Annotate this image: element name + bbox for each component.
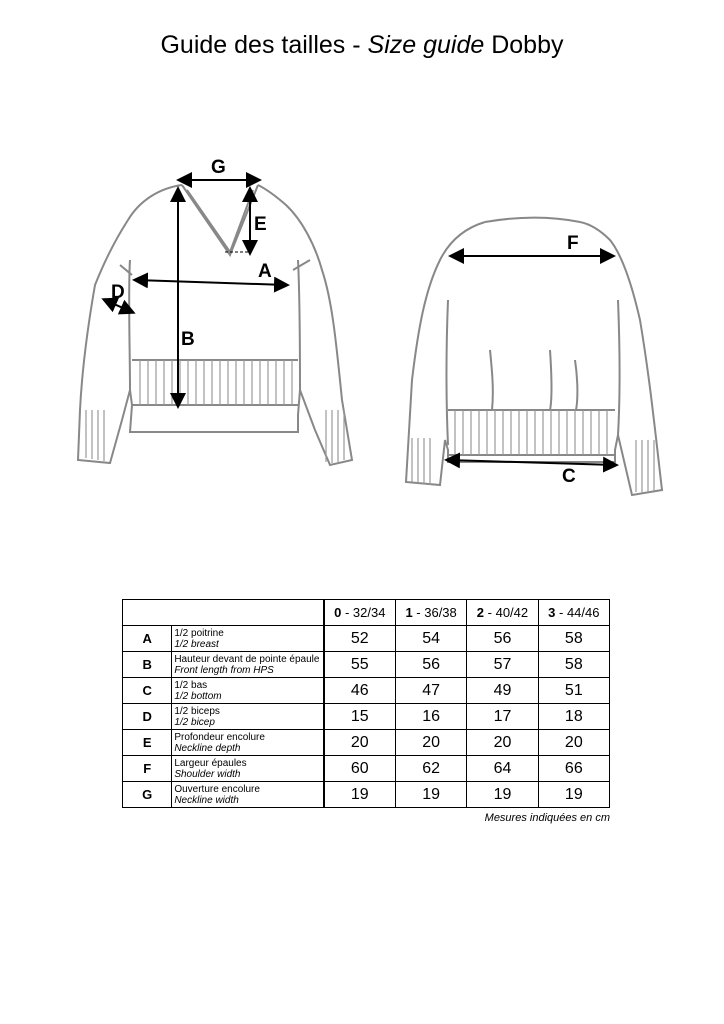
table-row (123, 782, 610, 808)
size-value: 66 (538, 756, 609, 782)
table-row (123, 730, 610, 756)
size-value: 58 (538, 652, 609, 678)
measure-key: F (123, 756, 172, 782)
size-value: 19 (324, 782, 396, 808)
front-sweater-sketch (70, 157, 370, 480)
measure-key: A (123, 626, 172, 652)
size-header: 2 - 40/42 (467, 600, 538, 626)
size-value: 49 (467, 678, 538, 704)
front-label-b: B (181, 329, 195, 350)
back-sweater-sketch (400, 210, 670, 500)
size-table (122, 599, 610, 808)
size-header: 3 - 44/46 (538, 600, 609, 626)
measure-key: C (123, 678, 172, 704)
size-header-row (123, 600, 610, 626)
size-value: 19 (395, 782, 466, 808)
title-italic: Size guide (367, 31, 485, 59)
measure-key: D (123, 704, 172, 730)
measure-desc: Hauteur devant de pointe épaule Front length from HPS (172, 652, 324, 678)
table-row (123, 704, 610, 730)
size-value: 57 (467, 652, 538, 678)
back-label-f: F (567, 233, 579, 254)
measure-desc: Profondeur encolure Neckline depth (172, 730, 324, 756)
size-value: 15 (324, 704, 396, 730)
measurement-note: Mesures indiquées en cm (484, 812, 610, 824)
size-value: 55 (324, 652, 396, 678)
table-row (123, 652, 610, 678)
title-prefix: Guide des tailles - (160, 31, 368, 59)
measure-desc: 1/2 bas 1/2 bottom (172, 678, 324, 704)
size-value: 17 (467, 704, 538, 730)
measure-desc: 1/2 poitrine 1/2 breast (172, 626, 324, 652)
size-value: 20 (395, 730, 466, 756)
table-corner (123, 600, 324, 626)
size-value: 51 (538, 678, 609, 704)
size-value: 20 (538, 730, 609, 756)
front-label-e: E (254, 214, 267, 235)
size-value: 58 (538, 626, 609, 652)
size-value: 20 (467, 730, 538, 756)
size-value: 64 (467, 756, 538, 782)
size-value: 47 (395, 678, 466, 704)
size-value: 18 (538, 704, 609, 730)
front-label-g: G (211, 157, 226, 178)
size-header: 1 - 36/38 (395, 600, 466, 626)
size-header: 0 - 32/34 (324, 600, 396, 626)
size-value: 20 (324, 730, 396, 756)
size-value: 56 (395, 652, 466, 678)
size-value: 60 (324, 756, 396, 782)
size-value: 19 (467, 782, 538, 808)
measure-desc: Ouverture encolure Neckline width (172, 782, 324, 808)
size-value: 62 (395, 756, 466, 782)
size-value: 46 (324, 678, 396, 704)
table-row (123, 756, 610, 782)
size-value: 52 (324, 626, 396, 652)
front-label-d: D (111, 282, 125, 303)
size-value: 16 (395, 704, 466, 730)
measure-key: E (123, 730, 172, 756)
measure-desc: 1/2 biceps 1/2 bicep (172, 704, 324, 730)
back-label-c: C (562, 466, 576, 487)
front-label-a: A (258, 261, 272, 282)
page-title (0, 30, 724, 60)
measure-key: G (123, 782, 172, 808)
size-value: 19 (538, 782, 609, 808)
measure-key: B (123, 652, 172, 678)
measure-desc: Largeur épaules Shoulder width (172, 756, 324, 782)
table-row (123, 678, 610, 704)
size-value: 56 (467, 626, 538, 652)
size-value: 54 (395, 626, 466, 652)
table-row (123, 626, 610, 652)
title-suffix: Dobby (484, 31, 564, 59)
